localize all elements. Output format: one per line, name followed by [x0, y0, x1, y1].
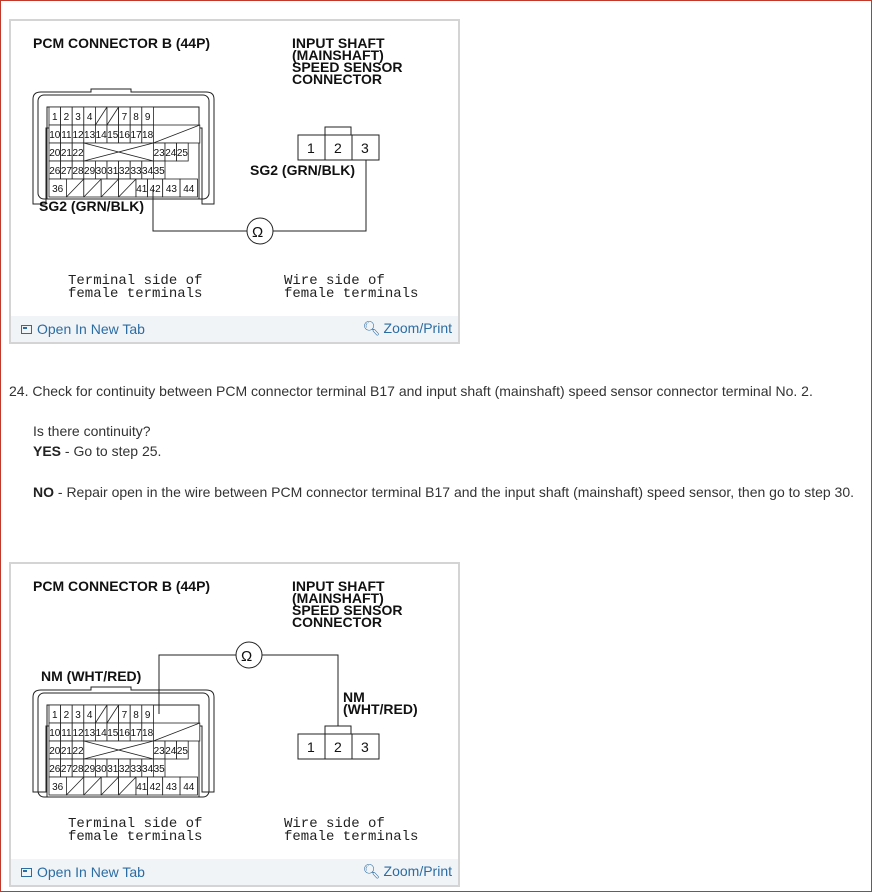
sensor-pin-1: 1: [307, 739, 315, 755]
pin-number: 8: [133, 710, 139, 721]
pin-number: 23: [153, 746, 165, 757]
pin-number: 3: [75, 710, 81, 721]
pin-number: 35: [153, 764, 165, 775]
zoom-print-label: Zoom/Print: [383, 320, 452, 336]
sensor-title-line-1: INPUT SHAFT: [292, 578, 385, 594]
sensor-title-line-4: CONNECTOR: [292, 614, 382, 630]
pin-number: 20: [49, 148, 61, 159]
pin-number: 13: [84, 130, 96, 141]
pin-number: 13: [84, 728, 96, 739]
pin-number: 16: [118, 130, 130, 141]
ohmmeter-icon: Ω: [252, 224, 264, 241]
wiring-diagram-1: [11, 21, 458, 316]
pin-number: 14: [95, 130, 107, 141]
pcm-wire-label: NM (WHT/RED): [41, 668, 142, 684]
sensor-pin-3: 3: [361, 739, 369, 755]
pin-number: 10: [49, 130, 61, 141]
sensor-pin-3: 3: [361, 140, 369, 156]
pin-number: 23: [153, 148, 165, 159]
sensor-title-line-3: SPEED SENSOR: [292, 602, 403, 618]
pin-number: 15: [107, 728, 119, 739]
pin-number: 43: [165, 782, 177, 793]
pin-row: [49, 777, 197, 795]
pin-number: 22: [72, 746, 84, 757]
zoom-print-link-2[interactable]: [363, 863, 452, 879]
pin-number: 24: [165, 746, 177, 757]
terminal-caption-line-1: Terminal side of: [68, 816, 203, 832]
pin-number: 41: [136, 782, 148, 793]
pin-number: 44: [183, 184, 195, 195]
wiring-diagram-2: [11, 564, 458, 859]
pin-number: 30: [95, 764, 107, 775]
pin-number: 29: [84, 166, 96, 177]
pin-number: 2: [63, 710, 70, 721]
open-new-tab-label: Open In New Tab: [37, 864, 145, 880]
diagram-panel-2: [9, 562, 460, 887]
zoom-print-label: Zoom/Print: [383, 863, 452, 879]
image-toolbar-1: [11, 316, 458, 342]
pin-number: 2: [63, 112, 70, 123]
no-text: - Repair open in the wire between PCM connector terminal B17 and the input shaft (mainshaft) speed sensor, then go to step 30.: [54, 484, 855, 500]
pin-number: 12: [72, 728, 84, 739]
pin-number: 27: [60, 166, 72, 177]
pin-number: 8: [133, 112, 139, 123]
pin-number: 14: [95, 728, 107, 739]
pin-number: 21: [60, 746, 72, 757]
pin-number: 32: [118, 166, 130, 177]
pin-row: [49, 107, 153, 125]
no-answer: [33, 484, 854, 500]
sensor-title-line-1: INPUT SHAFT: [292, 35, 385, 51]
pcm-connector-title: PCM CONNECTOR B (44P): [33, 35, 211, 51]
pin-number: 42: [149, 782, 161, 793]
pcm-connector-title: PCM CONNECTOR B (44P): [33, 578, 211, 594]
pin-number: 18: [142, 728, 154, 739]
no-label: NO: [33, 484, 54, 500]
sensor-title-line-4: CONNECTOR: [292, 71, 382, 87]
pin-number: 20: [49, 746, 61, 757]
pin-number: 35: [153, 166, 165, 177]
pin-number: 42: [149, 184, 161, 195]
sensor-pin-2: 2: [334, 140, 342, 156]
pin-number: 16: [118, 728, 130, 739]
pin-number: 24: [165, 148, 177, 159]
pin-number: 12: [72, 130, 84, 141]
pin-row: [49, 179, 197, 197]
pin-number: 4: [86, 710, 93, 721]
pin-number: 34: [142, 166, 154, 177]
sensor-title-line-3: SPEED SENSOR: [292, 59, 403, 75]
sensor-pin-2: 2: [334, 739, 342, 755]
pin-number: 33: [130, 764, 142, 775]
pin-row: [49, 705, 153, 723]
pin-row: [49, 759, 165, 777]
pin-number: 31: [107, 764, 119, 775]
sensor-wire-label-line-2: (WHT/RED): [343, 701, 418, 717]
wire-caption-line-1: Wire side of: [284, 273, 385, 289]
step-instruction: 24. Check for continuity between PCM connector terminal B17 and input shaft (mainshaft) speed sensor connector terminal No. 2.: [9, 383, 813, 399]
sensor-wire-label-line-1: NM: [343, 689, 365, 705]
pin-row: [49, 161, 165, 179]
terminal-caption-line-1: Terminal side of: [68, 273, 203, 289]
pcm-pin-grid: [49, 705, 200, 795]
sensor-title-line-2: (MAINSHAFT): [292, 590, 384, 606]
pin-number: 43: [165, 184, 177, 195]
pin-number: 9: [144, 710, 151, 721]
pin-row: [49, 741, 188, 759]
step-question: Is there continuity?: [33, 423, 151, 439]
pin-number: 31: [107, 166, 119, 177]
terminal-caption-line-2: female terminals: [68, 829, 203, 845]
pin-number: 9: [144, 112, 151, 123]
open-new-tab-label: Open In New Tab: [37, 321, 145, 337]
pin-number: 34: [142, 764, 154, 775]
pin-number: 17: [130, 130, 142, 141]
pin-number: 26: [49, 166, 61, 177]
yes-answer: [33, 443, 161, 459]
pin-number: 22: [72, 148, 84, 159]
pin-row: [49, 125, 200, 143]
pin-number: 36: [52, 782, 64, 793]
pin-number: 4: [86, 112, 93, 123]
wire-caption-line-1: Wire side of: [284, 816, 385, 832]
pin-number: 27: [60, 764, 72, 775]
pin-number: 32: [118, 764, 130, 775]
wire-caption-line-2: female terminals: [284, 829, 419, 845]
pin-number: 41: [136, 184, 148, 195]
pin-number: 11: [61, 130, 72, 141]
pin-number: 10: [49, 728, 61, 739]
pin-number: 28: [72, 764, 84, 775]
open-new-tab-link-2[interactable]: [21, 864, 145, 880]
pin-number: 7: [121, 710, 128, 721]
pin-number: 25: [176, 148, 188, 159]
sensor-wire-label: SG2 (GRN/BLK): [250, 162, 355, 178]
open-new-tab-icon: [21, 325, 32, 334]
pin-number: 26: [49, 764, 61, 775]
pin-number: 17: [130, 728, 142, 739]
pin-number: 36: [52, 184, 64, 195]
open-new-tab-icon: [21, 868, 32, 877]
zoom-print-link-1[interactable]: [363, 320, 452, 336]
terminal-caption-line-2: female terminals: [68, 286, 203, 302]
zoom-icon: 🔍︎: [362, 320, 381, 336]
yes-text: - Go to step 25.: [61, 443, 162, 459]
pin-number: 30: [95, 166, 107, 177]
pin-row: [49, 143, 188, 161]
pin-number: 18: [142, 130, 154, 141]
pin-number: 1: [52, 710, 58, 721]
pin-number: 33: [130, 166, 142, 177]
pcm-wire-label: SG2 (GRN/BLK): [39, 198, 144, 214]
pin-row: [49, 723, 200, 741]
pin-number: 25: [176, 746, 188, 757]
pcm-pin-grid: [49, 107, 200, 197]
ohmmeter-icon: Ω: [241, 648, 253, 665]
pin-number: 3: [75, 112, 81, 123]
diagram-panel-1: [9, 19, 460, 344]
sensor-pin-1: 1: [307, 140, 315, 156]
pin-number: 15: [107, 130, 119, 141]
pin-number: 11: [61, 728, 72, 739]
pin-number: 28: [72, 166, 84, 177]
image-toolbar-2: [11, 859, 458, 885]
open-new-tab-link-1[interactable]: [21, 321, 145, 337]
sensor-title-line-2: (MAINSHAFT): [292, 47, 384, 63]
pin-number: 7: [121, 112, 128, 123]
zoom-icon: 🔍︎: [362, 863, 381, 879]
pin-number: 44: [183, 782, 195, 793]
pin-number: 29: [84, 764, 96, 775]
pin-number: 1: [52, 112, 58, 123]
yes-label: YES: [33, 443, 62, 459]
wire-caption-line-2: female terminals: [284, 286, 419, 302]
pin-number: 21: [60, 148, 72, 159]
